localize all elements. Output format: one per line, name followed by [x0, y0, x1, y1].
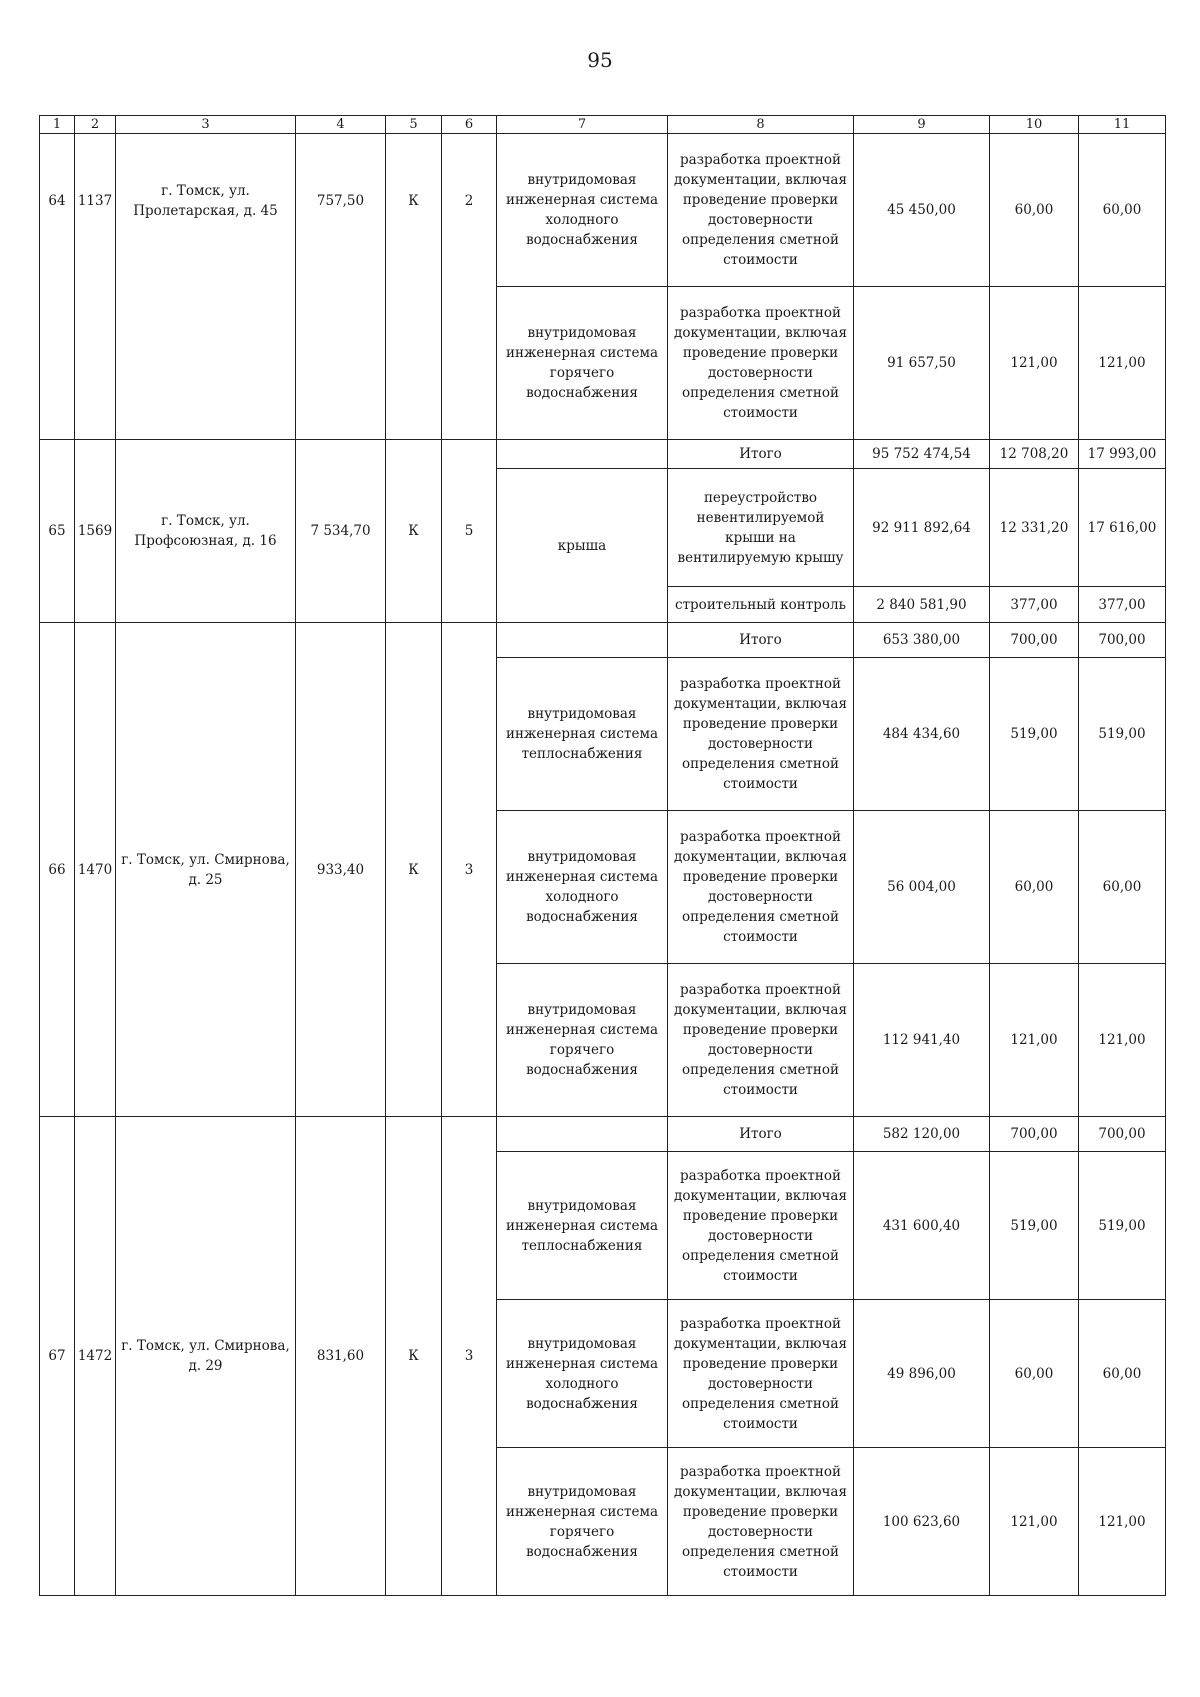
- house-area: 7 534,70: [296, 440, 386, 623]
- system-name: крыша: [497, 469, 668, 623]
- house-code: 1470: [75, 623, 116, 1117]
- address-line: д. 25: [188, 871, 223, 888]
- system-name-empty: [497, 440, 668, 469]
- work-description: разработка проектной документации, включая проведение проверки достоверности определения сметной стоимости: [668, 1152, 854, 1300]
- cost-value: 91 657,50: [854, 287, 990, 440]
- repair-type: К: [386, 623, 442, 1117]
- column-header: 7: [497, 116, 668, 134]
- column-header: 6: [442, 116, 497, 134]
- total-column-10: 700,00: [990, 1117, 1079, 1152]
- cost-value: 484 434,60: [854, 658, 990, 811]
- repair-count: 3: [442, 1117, 497, 1596]
- column-11-value: 121,00: [1079, 1448, 1166, 1596]
- total-label: Итого: [668, 440, 854, 469]
- column-11-value: 60,00: [1079, 134, 1166, 287]
- address-line: Профсоюзная, д. 16: [134, 533, 277, 549]
- work-description: переустройство невентилируемой крыши на вентилируемую крышу: [668, 469, 854, 587]
- house-code: 1472: [75, 1117, 116, 1596]
- address-line: г. Томск, ул.: [161, 513, 250, 529]
- column-header: 3: [116, 116, 296, 134]
- column-header: 8: [668, 116, 854, 134]
- column-11-value: 519,00: [1079, 1152, 1166, 1300]
- house-address: [116, 440, 296, 623]
- system-name: внутридомовая инженерная система горячего водоснабжения: [497, 1448, 668, 1596]
- row-number: 67: [40, 1117, 75, 1596]
- system-name-empty: [497, 623, 668, 658]
- column-10-value: 12 331,20: [990, 469, 1079, 587]
- column-11-value: 60,00: [1079, 1300, 1166, 1448]
- repair-count: 3: [442, 623, 497, 1117]
- total-column-10: 12 708,20: [990, 440, 1079, 469]
- column-10-value: 60,00: [990, 134, 1079, 287]
- column-11-value: 377,00: [1079, 587, 1166, 623]
- cost-value: 2 840 581,90: [854, 587, 990, 623]
- system-name: внутридомовая инженерная система теплоснабжения: [497, 658, 668, 811]
- column-11-value: 60,00: [1079, 811, 1166, 964]
- work-description: разработка проектной документации, включая проведение проверки достоверности определения сметной стоимости: [668, 1300, 854, 1448]
- house-code: 1137: [75, 134, 116, 440]
- address-line: г. Томск, ул. Смирнова,: [121, 851, 290, 868]
- column-header: 9: [854, 116, 990, 134]
- column-header: 2: [75, 116, 116, 134]
- system-name: внутридомовая инженерная система горячего водоснабжения: [497, 964, 668, 1117]
- system-name: внутридомовая инженерная система холодного водоснабжения: [497, 1300, 668, 1448]
- address-line: д. 29: [188, 1358, 223, 1374]
- repair-count: 5: [442, 440, 497, 623]
- total-cost: 95 752 474,54: [854, 440, 990, 469]
- column-10-value: 121,00: [990, 287, 1079, 440]
- work-description: разработка проектной документации, включая проведение проверки достоверности определения сметной стоимости: [668, 1448, 854, 1596]
- address-line: Пролетарская, д. 45: [133, 203, 278, 219]
- system-name: внутридомовая инженерная система холодного водоснабжения: [497, 811, 668, 964]
- column-11-value: 121,00: [1079, 964, 1166, 1117]
- work-description: разработка проектной документации, включая проведение проверки достоверности определения сметной стоимости: [668, 287, 854, 440]
- column-header: 10: [990, 116, 1079, 134]
- column-10-value: 519,00: [990, 1152, 1079, 1300]
- table-row-total: [40, 623, 1166, 658]
- total-column-11: 700,00: [1079, 623, 1166, 658]
- capital-repair-table: [39, 115, 1166, 1596]
- system-name-empty: [497, 1117, 668, 1152]
- column-number-row: [40, 116, 1166, 134]
- column-11-value: 17 616,00: [1079, 469, 1166, 587]
- row-number: 66: [40, 623, 75, 1117]
- address-line: г. Томск, ул.: [161, 183, 250, 199]
- house-address: [116, 134, 296, 440]
- column-10-value: 60,00: [990, 1300, 1079, 1448]
- row-number: 65: [40, 440, 75, 623]
- repair-count: 2: [442, 134, 497, 440]
- column-11-value: 121,00: [1079, 287, 1166, 440]
- cost-value: 92 911 892,64: [854, 469, 990, 587]
- column-10-value: 60,00: [990, 811, 1079, 964]
- cost-value: 49 896,00: [854, 1300, 990, 1448]
- system-name: внутридомовая инженерная система холодного водоснабжения: [497, 134, 668, 287]
- column-header: 11: [1079, 116, 1166, 134]
- cost-value: 431 600,40: [854, 1152, 990, 1300]
- address-line: г. Томск, ул. Смирнова,: [121, 1338, 290, 1354]
- table-row-total: [40, 440, 1166, 469]
- work-description: разработка проектной документации, включая проведение проверки достоверности определения сметной стоимости: [668, 134, 854, 287]
- column-10-value: 121,00: [990, 964, 1079, 1117]
- row-number: 64: [40, 134, 75, 440]
- work-description: строительный контроль: [668, 587, 854, 623]
- column-header: 1: [40, 116, 75, 134]
- repair-type: К: [386, 134, 442, 440]
- table-row-total: [40, 1117, 1166, 1152]
- repair-type: К: [386, 1117, 442, 1596]
- house-address: [116, 1117, 296, 1596]
- house-area: 831,60: [296, 1117, 386, 1596]
- house-code: 1569: [75, 440, 116, 623]
- work-description: разработка проектной документации, включая проведение проверки достоверности определения сметной стоимости: [668, 811, 854, 964]
- work-description: разработка проектной документации, включая проведение проверки достоверности определения сметной стоимости: [668, 658, 854, 811]
- column-10-value: 519,00: [990, 658, 1079, 811]
- work-description: разработка проектной документации, включая проведение проверки достоверности определения сметной стоимости: [668, 964, 854, 1117]
- system-name: внутридомовая инженерная система теплоснабжения: [497, 1152, 668, 1300]
- total-cost: 582 120,00: [854, 1117, 990, 1152]
- column-11-value: 519,00: [1079, 658, 1166, 811]
- column-10-value: 121,00: [990, 1448, 1079, 1596]
- total-column-11: 700,00: [1079, 1117, 1166, 1152]
- table-row: [40, 134, 1166, 287]
- cost-value: 112 941,40: [854, 964, 990, 1117]
- house-area: 933,40: [296, 623, 386, 1117]
- house-address: [116, 623, 296, 1117]
- column-header: 5: [386, 116, 442, 134]
- system-name: внутридомовая инженерная система горячего водоснабжения: [497, 287, 668, 440]
- total-label: Итого: [668, 1117, 854, 1152]
- cost-value: 100 623,60: [854, 1448, 990, 1596]
- total-column-10: 700,00: [990, 623, 1079, 658]
- column-header: 4: [296, 116, 386, 134]
- page-number: 95: [587, 48, 613, 72]
- total-cost: 653 380,00: [854, 623, 990, 658]
- cost-value: 56 004,00: [854, 811, 990, 964]
- column-10-value: 377,00: [990, 587, 1079, 623]
- total-column-11: 17 993,00: [1079, 440, 1166, 469]
- cost-value: 45 450,00: [854, 134, 990, 287]
- repair-type: К: [386, 440, 442, 623]
- house-area: 757,50: [296, 134, 386, 440]
- total-label: Итого: [668, 623, 854, 658]
